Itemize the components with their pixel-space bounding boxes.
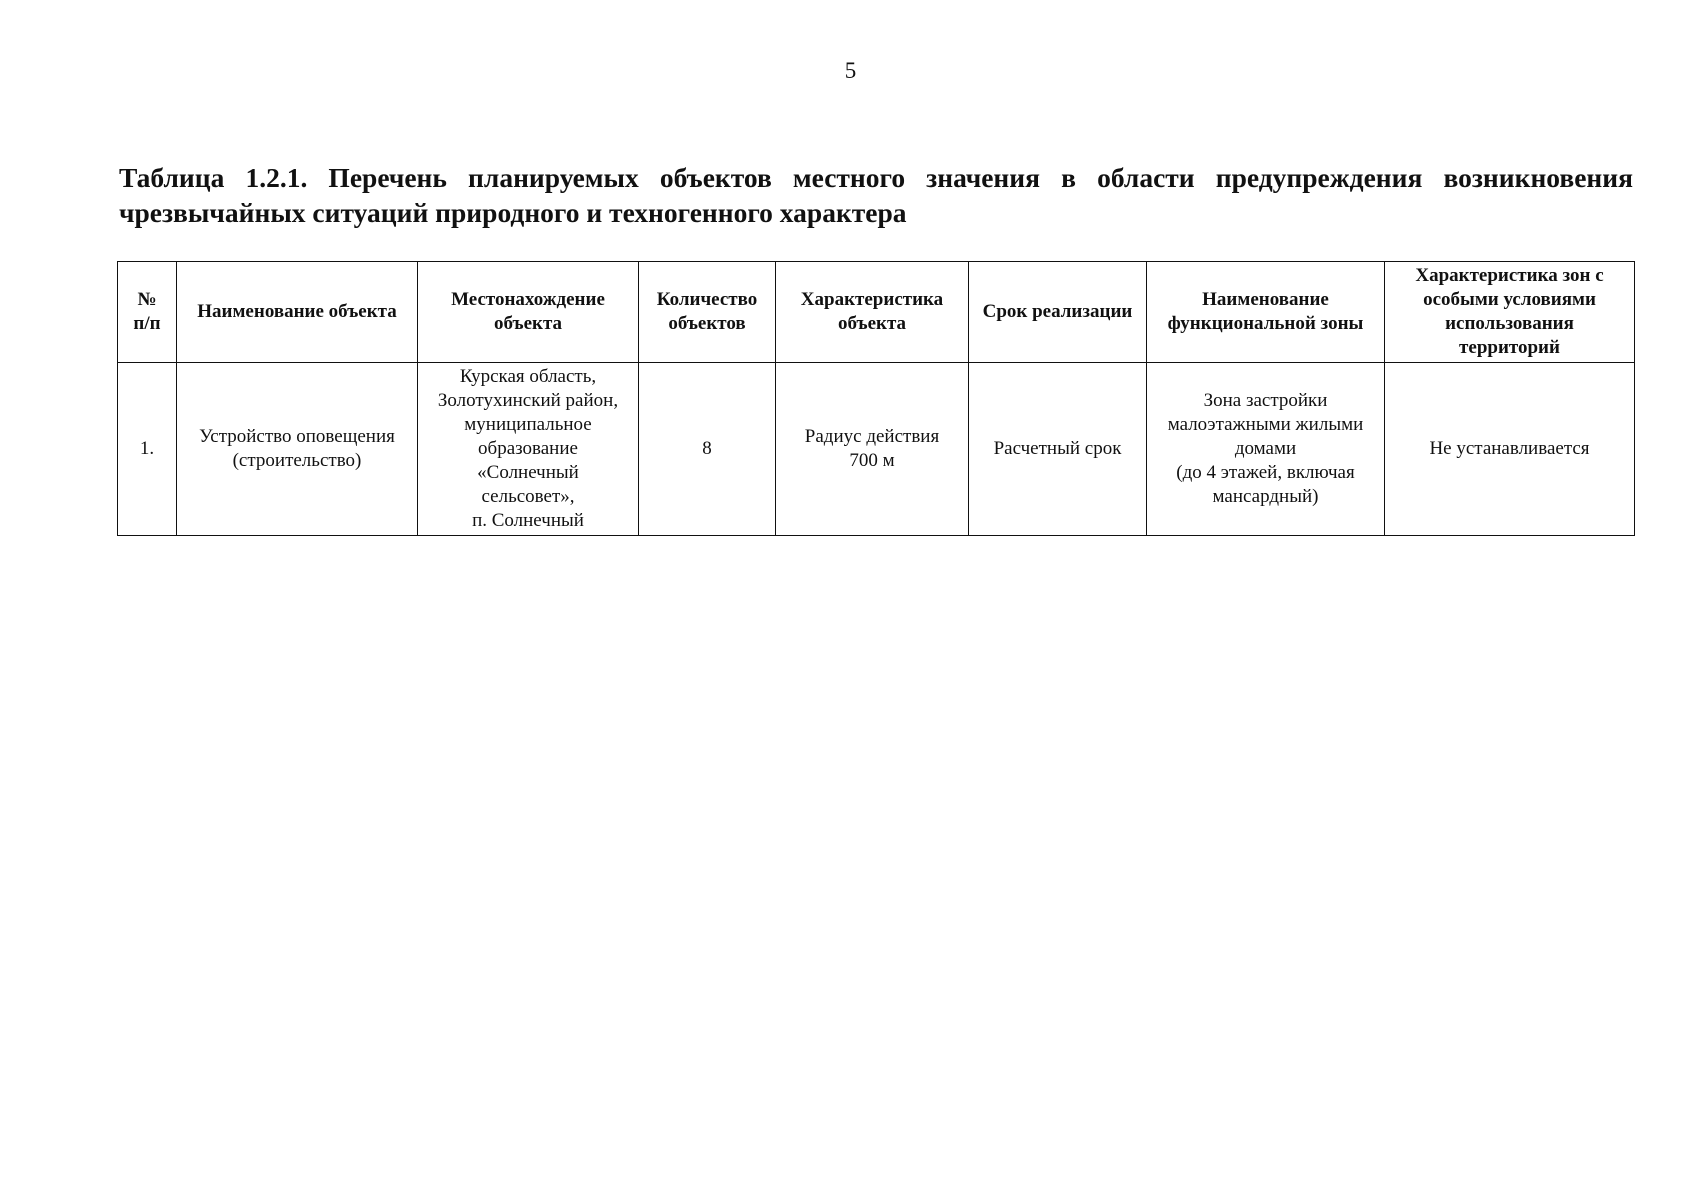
header-number: № п/п	[118, 262, 177, 363]
table-caption: Таблица 1.2.1. Перечень планируемых объектов местного значения в области предупреждения возникновения чрезвычайных ситуаций природного и техногенного характера	[119, 162, 1633, 228]
header-implementation-period: Срок реализации	[969, 262, 1147, 363]
header-object-name: Наименование объекта	[177, 262, 418, 363]
cell-special-zones: Не устанавливается	[1385, 363, 1635, 536]
page-number: 5	[844, 58, 857, 83]
header-special-zones: Характеристика зон с особыми условиями использования территорий	[1385, 262, 1635, 363]
table-header-row	[118, 262, 1635, 363]
header-quantity: Количество объектов	[639, 262, 776, 363]
table-row	[118, 363, 1635, 536]
planned-objects-table	[117, 261, 1635, 536]
cell-quantity: 8	[639, 363, 776, 536]
cell-characteristic: Радиус действия 700 м	[776, 363, 969, 536]
cell-object-name: Устройство оповещения (строительство)	[177, 363, 418, 536]
cell-location: Курская область, Золотухинский район, муниципальное образование «Солнечный сельсовет», п. Солнечный	[418, 363, 639, 536]
cell-functional-zone: Зона застройки малоэтажными жилыми домами (до 4 этажей, включая мансардный)	[1147, 363, 1385, 536]
header-characteristic: Характеристика объекта	[776, 262, 969, 363]
header-location: Местонахождение объекта	[418, 262, 639, 363]
cell-number: 1.	[118, 363, 177, 536]
header-functional-zone: Наименование функциональной зоны	[1147, 262, 1385, 363]
cell-implementation-period: Расчетный срок	[969, 363, 1147, 536]
